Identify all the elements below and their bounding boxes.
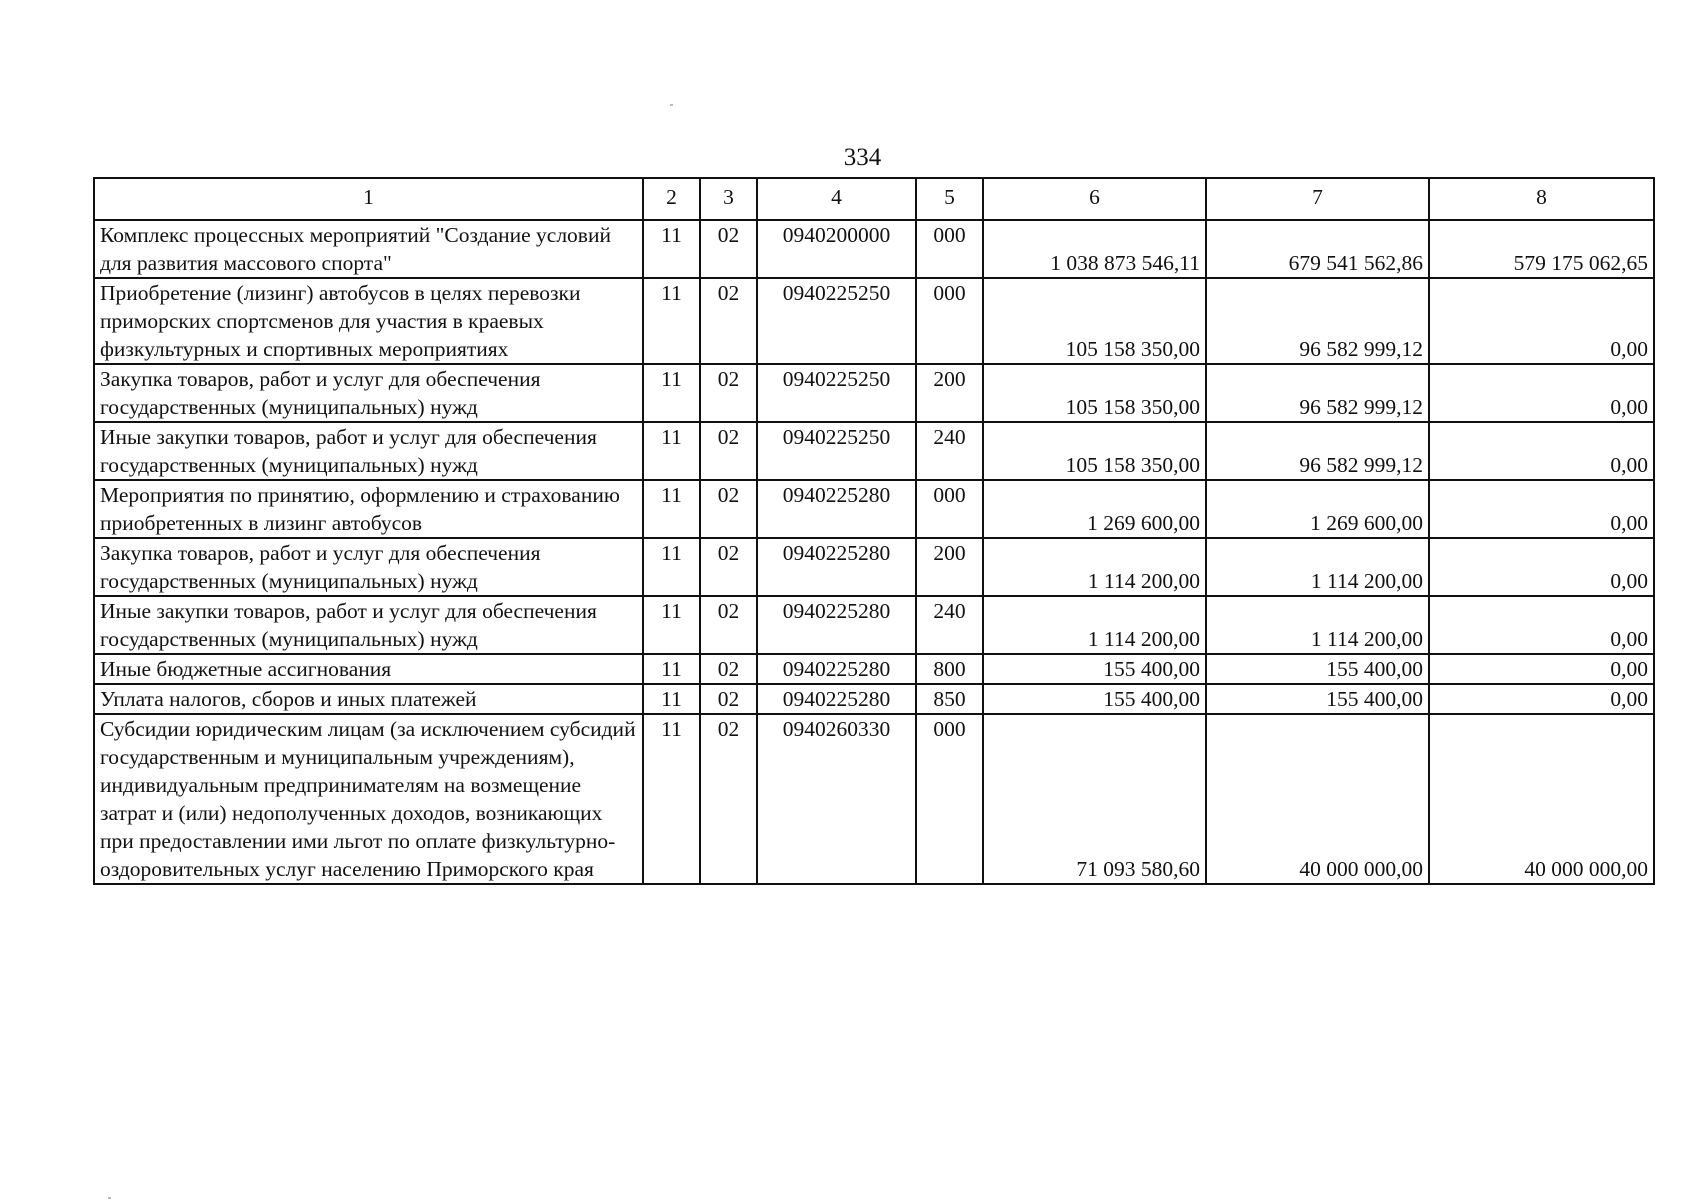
table-row [94,684,1654,714]
section-code: 11 [643,596,700,654]
amount-column-6: 105 158 350,00 [983,278,1206,364]
amount-column-7: 1 114 200,00 [1206,538,1429,596]
section-code: 11 [643,714,700,884]
subsection-code: 02 [700,654,757,684]
table-row [94,480,1654,538]
column-header-4: 4 [757,178,916,220]
amount-column-6: 1 114 200,00 [983,538,1206,596]
subsection-code: 02 [700,278,757,364]
amount-column-6: 105 158 350,00 [983,364,1206,422]
row-description: Уплата налогов, сборов и иных платежей [94,684,643,714]
column-header-2: 2 [643,178,700,220]
scan-speck [670,104,673,106]
expense-type-code: 850 [916,684,983,714]
target-article-code: 0940225250 [757,364,916,422]
target-article-code: 0940260330 [757,714,916,884]
table-row [94,714,1654,884]
row-description: Иные закупки товаров, работ и услуг для обеспечения государственных (муниципальных) нужд [94,596,643,654]
subsection-code: 02 [700,538,757,596]
target-article-code: 0940225280 [757,596,916,654]
amount-column-7: 155 400,00 [1206,654,1429,684]
amount-column-6: 155 400,00 [983,654,1206,684]
expense-type-code: 200 [916,538,983,596]
page-number: 334 [843,144,882,171]
table-row [94,220,1654,278]
expense-type-code: 240 [916,422,983,480]
row-description: Мероприятия по принятию, оформлению и страхованию приобретенных в лизинг автобусов [94,480,643,538]
amount-column-8: 0,00 [1429,480,1654,538]
target-article-code: 0940225250 [757,278,916,364]
table-row [94,596,1654,654]
amount-column-8: 0,00 [1429,538,1654,596]
budget-table [93,177,1655,885]
row-description: Закупка товаров, работ и услуг для обеспечения государственных (муниципальных) нужд [94,538,643,596]
table-header-row [94,178,1654,220]
subsection-code: 02 [700,684,757,714]
table-body [94,178,1654,884]
amount-column-6: 155 400,00 [983,684,1206,714]
row-description: Комплекс процессных мероприятий "Создание условий для развития массового спорта" [94,220,643,278]
expense-type-code: 000 [916,220,983,278]
row-description: Приобретение (лизинг) автобусов в целях перевозки приморских спортсменов для участия в краевых физкультурных и спортивных мероприятиях [94,278,643,364]
expense-type-code: 000 [916,714,983,884]
expense-type-code: 800 [916,654,983,684]
section-code: 11 [643,654,700,684]
amount-column-8: 0,00 [1429,596,1654,654]
expense-type-code: 240 [916,596,983,654]
section-code: 11 [643,364,700,422]
amount-column-7: 679 541 562,86 [1206,220,1429,278]
target-article-code: 0940225280 [757,654,916,684]
amount-column-7: 40 000 000,00 [1206,714,1429,884]
subsection-code: 02 [700,480,757,538]
section-code: 11 [643,220,700,278]
subsection-code: 02 [700,596,757,654]
column-header-6: 6 [983,178,1206,220]
column-header-8: 8 [1429,178,1654,220]
table-row [94,538,1654,596]
table-row [94,654,1654,684]
subsection-code: 02 [700,422,757,480]
subsection-code: 02 [700,220,757,278]
column-header-3: 3 [700,178,757,220]
amount-column-8: 0,00 [1429,422,1654,480]
amount-column-7: 1 269 600,00 [1206,480,1429,538]
section-code: 11 [643,684,700,714]
target-article-code: 0940225280 [757,538,916,596]
amount-column-6: 1 038 873 546,11 [983,220,1206,278]
amount-column-8: 0,00 [1429,364,1654,422]
table-row [94,364,1654,422]
amount-column-8: 40 000 000,00 [1429,714,1654,884]
expense-type-code: 000 [916,480,983,538]
row-description: Иные бюджетные ассигнования [94,654,643,684]
expense-type-code: 000 [916,278,983,364]
section-code: 11 [643,278,700,364]
amount-column-7: 96 582 999,12 [1206,278,1429,364]
section-code: 11 [643,422,700,480]
column-header-5: 5 [916,178,983,220]
amount-column-6: 1 114 200,00 [983,596,1206,654]
amount-column-8: 579 175 062,65 [1429,220,1654,278]
amount-column-7: 155 400,00 [1206,684,1429,714]
row-description: Субсидии юридическим лицам (за исключением субсидий государственным и муниципальным учреждениям), индивидуальным предпринимателям на возмещение затрат и (или) недополученных доходов, возникающих при предоставлении ими льгот по оплате физкультурно-оздоровительных услуг населению Приморского края [94,714,643,884]
amount-column-6: 1 269 600,00 [983,480,1206,538]
table-row [94,278,1654,364]
subsection-code: 02 [700,714,757,884]
subsection-code: 02 [700,364,757,422]
target-article-code: 0940225280 [757,684,916,714]
column-header-1: 1 [94,178,643,220]
target-article-code: 0940225250 [757,422,916,480]
expense-type-code: 200 [916,364,983,422]
scan-speck [108,1197,111,1199]
section-code: 11 [643,538,700,596]
row-description: Закупка товаров, работ и услуг для обеспечения государственных (муниципальных) нужд [94,364,643,422]
column-header-7: 7 [1206,178,1429,220]
table-row [94,422,1654,480]
amount-column-8: 0,00 [1429,684,1654,714]
row-description: Иные закупки товаров, работ и услуг для обеспечения государственных (муниципальных) нужд [94,422,643,480]
section-code: 11 [643,480,700,538]
amount-column-7: 96 582 999,12 [1206,422,1429,480]
amount-column-8: 0,00 [1429,278,1654,364]
amount-column-8: 0,00 [1429,654,1654,684]
amount-column-7: 1 114 200,00 [1206,596,1429,654]
target-article-code: 0940225280 [757,480,916,538]
amount-column-7: 96 582 999,12 [1206,364,1429,422]
amount-column-6: 105 158 350,00 [983,422,1206,480]
target-article-code: 0940200000 [757,220,916,278]
amount-column-6: 71 093 580,60 [983,714,1206,884]
